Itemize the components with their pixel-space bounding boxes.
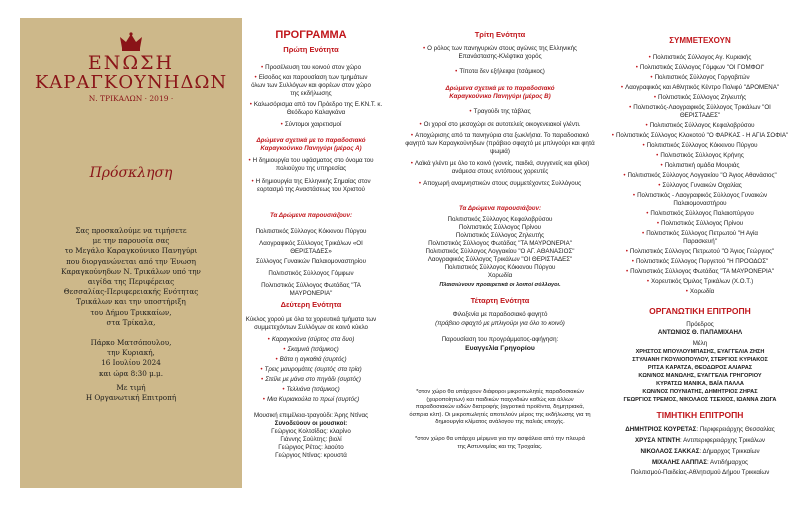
honorary-heading: ΤΙΜΗΤΙΚΗ ΕΠΙΤΡΟΠΗ xyxy=(656,410,744,420)
third-item: • Λαϊκά γλέντι με όλο το κοινό (γονείς, παιδιά, συγγενείς και φίλοι) ανάμεσα στους εντόπιους χορευτές xyxy=(404,160,596,176)
program-item: • Η δημιουργία της Ελληνικής Σημαίας στον εορτασμό της Αναστάσεως του Χριστού xyxy=(242,178,380,194)
closing-line: Με τιμή xyxy=(116,382,146,392)
cover-title-line1: ΕΝΩΣΗ xyxy=(87,52,175,74)
honorary-name: ΔΗΜΗΤΡΙΟΣ ΚΟΥΡΕΤΑΣ xyxy=(625,426,697,433)
third-item: • Αποχωρή αναμνηστικών στους συμμετέχοντες Συλλόγους xyxy=(400,180,600,188)
second-section-heading: Δεύτερη Ενότητα xyxy=(280,300,342,309)
club-line: Λαογραφικός Σύλλογος Τρικάλων "ΟΙ ΘΕΡΙΣΤΑΔΕΣ" xyxy=(427,256,573,263)
program-heading: ΠΡΟΓΡΑΜΜΑ xyxy=(275,29,347,41)
participant-item: • Πολιτιστικός Σύλλογος Γοργοβιτών xyxy=(600,74,800,82)
dances-b-heading: Δρώμενα σχετικά με το παραδοσιακό Καραγκούνικο Πανηγύρι (μέρος Β) xyxy=(445,85,555,100)
participant-item: • Πολιτιστικός Σύλλογος Κλοκοτού "Ο ΦΑΡΚΑΣ - Η ΑΓΙΑ ΣΟΦΙΑ" xyxy=(600,132,800,140)
member-line: ΣΤΥΛΙΑΝΗ ΓΚΟΥΛΙΟΠΟΥΛΟΥ, ΣΤΕΡΓΙΟΣ ΚΥΡΙΑΚΟΣ xyxy=(632,357,768,363)
presenter-name: Ευαγγελία Γρηγορίου xyxy=(465,345,535,352)
honorary-role: : Αντιπεριφερειάρχης Τρικάλων xyxy=(680,437,765,444)
participant-item: • Πολιτιστικός Σύλλογος Ζηλευτής xyxy=(600,94,800,102)
honorary-name: ΜΙΧΑΛΗΣ ΛΑΠΠΑΣ xyxy=(651,459,707,466)
honorary-row xyxy=(600,448,800,456)
second-intro: Κύκλος χορού με όλα τα χορευτικά τμήματα των συμμετεχόντων Συλλόγων σε κοινό κύκλο xyxy=(245,316,377,331)
honorary-row xyxy=(600,469,800,477)
committee-heading: ΟΡΓΑΝΩΤΙΚΗ ΕΠΙΤΡΟΠΗ xyxy=(649,306,751,316)
participant-item: • Πολιτιστικός Σύλλογος Πετρωτού "Ο Άγιος Γεώργιος" xyxy=(600,248,800,256)
club-line: Σύλλογος Γυναικών Παλαιομοναστηρίου xyxy=(255,258,367,265)
dances-a-heading: Δρώμενα σχετικά με το παραδοσιακό Καραγκούνικο Πανηγύρι (μέρος Α) xyxy=(256,137,366,152)
third-section-heading: Τρίτη Ενότητα xyxy=(474,30,526,39)
club-line: Πολιτιστικός Σύλλογος Πρίνου xyxy=(458,224,542,231)
club-line: Πολιτιστικός Σύλλογος Φωτάδας "ΤΑ ΜΑΥΡΟΝΕΡΙΑ" xyxy=(428,240,572,247)
chair-name: ΑΝΤΩΝΙΟΣ Θ. ΠΑΠΑΜΙΧΑΗΛ xyxy=(657,329,743,336)
participant-item: • Λαογραφικός και Αθλητικός Κέντρο Πολιφύ "ΔΡΟΜΕΝΑ" xyxy=(600,84,800,92)
invitation-line: Τρικάλων και την υποστήριξη xyxy=(76,297,186,307)
member-line: ΚΩΝ/ΝΟΣ ΠΟΥΝΙΑΤΗΣ, ΔΗΜΗΤΡΙΟΣ ΖΗΡΑΣ xyxy=(642,389,758,395)
participant-item: • Πολιτιστικός Σύλλογος Κόκκινου Πύργου xyxy=(600,142,800,150)
cover-card xyxy=(20,18,242,488)
program-item: • Η δημιουργία του υφάσματος στο όνομα του πολιούχου της υπηρεσίας xyxy=(246,157,376,173)
participant-item: • Πολιτιστική ομάδα Μουριάς xyxy=(600,162,800,170)
member-line: ΓΕΩΡΓΙΟΣ ΤΡΕΜΟΣ, ΝΙΚΟΛΑΟΣ ΤΣΕΧΙΟΣ, ΙΩΑΝΝΑ ΖΙΩΓΑ xyxy=(623,397,777,403)
fourth-line: Φιλοξενία με παραδοσιακό φαγητό xyxy=(452,311,548,318)
honorary-role: Πολιτισμού-Παιδείας-Αθλητισμού Δήμου Τρικκαίων xyxy=(630,469,770,476)
club-line: Πολιτιστικός Σύλλογος Κεφαλοβρύσου xyxy=(447,216,553,223)
dance-item: • Σκαμνιά (τσάμικος) xyxy=(222,346,400,354)
honorary-row xyxy=(600,459,800,467)
note-line: Πλαισιώνουν προαιρετικά οι λοιποί σύλλογοι. xyxy=(439,282,561,288)
club-line: Λαογραφικός Σύλλογος Τρικάλων «ΟΙ ΘΕΡΙΣΤΑΔΕΣ» xyxy=(259,240,363,255)
program-item: • Προσέλευση του κοινού στον χώρο xyxy=(222,64,400,72)
club-line: Πολιτιστικός Σύλλογος Κόκκινου Πύργου xyxy=(255,228,367,235)
third-item: • Οι χοροί στο μεσοχώρι σε αυτοτελείς οικογενειακοί γλέντι. xyxy=(400,121,600,129)
program-item: • Είσοδος και παρουσίαση των τμημάτων όλων των Συλλόγων και φορέων στον χώρο της εκδήλωσης xyxy=(248,74,374,98)
invitation-line: το Μεγάλο Καραγκούνικο Πανηγύρι xyxy=(64,246,198,256)
participant-item: • Πολιτιστικός Σύλλογος Λογγακίου "Ο Άγιος Αθανάσιος" xyxy=(600,172,800,180)
chair-label: Πρόεδρος xyxy=(686,321,714,328)
member-line: ΧΡΗΣΤΟΣ ΜΠΟΥΛΟΥΜΠΑΣΗΣ, ΕΥΑΓΓΕΛΙΑ ΖΗΣΗ xyxy=(635,349,765,355)
crown-icon xyxy=(20,32,242,52)
program-item: • Καλωσόρισμα από τον Πρόεδρο της Ε.ΚΝ.Τ. κ. Θεόδωρο Καλαγκάνα xyxy=(246,101,386,117)
fourth-line: (πράβειο σφαχτό με μπλιγούρι για όλο το κοινό) xyxy=(435,320,565,327)
club-line: Πολιτιστικός Σύλλογος Γόμφων xyxy=(268,270,354,277)
third-item: • Τραγούδι της τάβλας xyxy=(400,108,600,116)
closing-line: Η Οργανωτική Επιτροπή xyxy=(85,393,177,403)
club-line: Χορωδία xyxy=(487,272,513,279)
participant-item: • Πολιτιστικός-Λαογραφικός Σύλλογος Τρικάλων "ΟΙ ΘΕΡΙΣΤΑΔΕΣ" xyxy=(624,104,776,120)
program-panel xyxy=(222,0,400,509)
invitation-text xyxy=(36,226,226,403)
participant-item: • Πολιτιστικός Σύλλογος Αγ. Κυριακής xyxy=(600,54,800,62)
participants-heading: ΣΥΜΜΕΤΕΧΟΥΝ xyxy=(669,36,731,45)
footnote: *στον χώρο θα υπάρχει μέριμνα για την ασφάλεια από την πλευρά της Αστυνομίας και της Τροχαίας. xyxy=(415,436,585,450)
invitation-line: του Δήμου Τρικκαίων, xyxy=(90,307,172,317)
invitation-line: αιγίδα της Περιφέρειας xyxy=(87,277,175,287)
presented-by-heading: Τα Δρώμενα παρουσιάζουν: xyxy=(269,212,353,219)
dance-item: • Μια Κυριακούλα το πρωί (συρτός) xyxy=(222,396,400,404)
invitation-heading: Πρόσκληση xyxy=(89,165,173,181)
invitation-line: Σας προσκαλούμε να τιμήσετε xyxy=(75,226,187,235)
third-item: • Ο ρόλος των πανηγυριών στους αγώνες της Ελληνικής Επανάστασης-Κλέφτικα χορός xyxy=(414,45,586,61)
participant-item: • Πολιτιστικός Σύλλογος Πετρωτού "Η Αγία Παρασκευή" xyxy=(630,230,770,246)
music-line: Γιάννης Σούλτης: βιολί xyxy=(280,436,342,443)
honorary-name: ΝΙΚΟΛΑΟΣ ΣΑΚΚΑΣ xyxy=(640,448,700,455)
participant-item: • Χορευτικός Όμιλος Τρικάλων (Χ.Ο.Τ.) xyxy=(600,278,800,286)
invitation-line: Καραγκούνηδων Ν. Τρικάλων υπό την xyxy=(61,266,201,276)
honorary-role: : Περιφερειάρχης Θεσσαλίας xyxy=(696,426,775,433)
club-line: Πολιτιστικός Σύλλογος Κόκκινου Πύργου xyxy=(444,264,556,271)
first-section-heading: Πρώτη Ενότητα xyxy=(283,45,339,54)
participants-panel xyxy=(600,0,800,509)
member-line: ΚΩΝ/ΝΟΣ ΜΑΝΩΛΗΣ, ΕΥΑΓΓΕΛΙΑ ΓΡΗΓΟΡΙΟΥ xyxy=(638,373,762,379)
participant-item: • Πολιτιστικός Σύλλογος Κεφαλοβρύσου xyxy=(600,122,800,130)
footnote: *στον χώρο θα υπάρχουν διάφοροι μικροπωλητές παραδοσιακών (χειροποίητων) και παιδικών παιχνιδιών καθώς και άλλων παραδοσιακών ειδών διατροφής (αγροτικά προϊόντα, δημητριακά, όσπρια κλπ). Οι μικροπωλητές αποτελούν μέρος της εκδήλωσης για τη δημιουργία κλίματος ανάλογου της παλιάς εποχής. xyxy=(409,389,591,426)
participant-item: • Πολιτιστικός Σύλλογος Πρίνου xyxy=(600,220,800,228)
participant-item: • Πολιτιστικός - Λαογραφικός Σύλλογος Γυναικών Παλαιομοναστήρου xyxy=(624,192,776,208)
honorary-row xyxy=(600,426,800,434)
music-line: Γεώργιος Ρέτος: λαούτο xyxy=(278,444,344,451)
member-line: ΡΙΤΣΑ ΚΑΡΑΤΖΑ, ΘΕΟΔΩΡΟΣ ΑΛΙΑΡΑΣ xyxy=(647,365,753,371)
participant-item: • Πολιτιστικός Σύλλογος Πυργετού "Η ΠΡΟΟΔΟΣ" xyxy=(600,258,800,266)
third-panel xyxy=(400,0,600,509)
honorary-role: : Αντιδήμαρχος xyxy=(706,459,749,466)
participant-item: • Πολιτιστικός Σύλλογος Φωτάδας "ΤΑ ΜΑΥΡΟΝΕΡΙΑ" xyxy=(600,268,800,276)
participant-item: • Πολιτιστικός Σύλλογος Γόμφων "ΟΙ ΓΟΜΦΟΙ" xyxy=(600,64,800,72)
music-line: Γεώργιος Ντίνας: κρουστά xyxy=(275,452,347,459)
third-item: • Τίποτα δεν εξήλειψα (τσάμικος) xyxy=(400,68,600,76)
honorary-role: : Δήμαρχος Τρικκαίων xyxy=(699,448,760,455)
music-line: Συνοδεύουν οι μουσικοί: xyxy=(274,420,348,427)
fourth-section-heading: Τέταρτη Ενότητα xyxy=(470,296,530,305)
dance-item: • Τρεις μαυρομάτες (συρτός στα τρία) xyxy=(222,366,400,374)
participant-item: • Πολιτιστικός Σύλλογος Παλαιοπύργου xyxy=(600,210,800,218)
participant-item: • Πολιτιστικός Σύλλογος Κρήνης xyxy=(600,152,800,160)
invitation-line: που διοργανώνεται από την Ένωση xyxy=(66,256,196,266)
members-label: Μέλη xyxy=(692,340,708,347)
invitation-line: με την παρουσία σας xyxy=(92,236,170,246)
club-line: Πολιτιστικός Σύλλογος Λογγακίου "Ο ΑΓ. ΑΘΑΝΑΣΙΟΣ" xyxy=(425,248,575,255)
music-line: Μουσική επιμέλεια-τραγούδι: Άρης Ντίνας xyxy=(253,412,369,419)
participant-item: • Σύλλογος Γυναικών Οιχαλίας xyxy=(600,182,800,190)
cover-title-line2: ΚΑΡΑΓΚΟΥΝΗΔΩΝ xyxy=(34,72,228,93)
dance-item: • Στείλε με μάνα στο πηγάδι (συρτός) xyxy=(222,376,400,384)
dance-item: • Βάτα η αγκαθιά (συρτός) xyxy=(222,356,400,364)
program-item: • Σύντομοι χαιρετισμοί xyxy=(222,121,400,129)
dance-item: • Καραγκούνα (σύρτος στα δυο) xyxy=(222,336,400,344)
member-line: ΚΥΡΑΤΣΩ ΜΑΝΙΚΑ, ΒΑΪΑ ΠΑΛΛΑ xyxy=(656,381,744,387)
participant-item: • Χορωδία xyxy=(600,288,800,296)
presented-by-heading-2: Τα Δρώμενα παρουσιάζουν: xyxy=(458,205,542,212)
cover-title-line3: Ν. ΤΡΙΚΑΛΩΝ · 2019 · xyxy=(88,94,174,103)
invitation-line: στα Τρίκαλα, xyxy=(106,317,156,327)
club-line: Πολιτιστικός Σύλλογος Φωτάδας "ΤΑ ΜΑΥΡΟΝΕΡΙΑ" xyxy=(261,282,361,297)
music-line: Γεώργιος Κολτσίδας: κλαρίνο xyxy=(271,428,351,435)
place-line: Πάρκο Ματσόπουλου, xyxy=(90,338,172,348)
place-line: και ώρα 8:30 μ.μ. xyxy=(98,368,163,378)
third-item: • Αποχώρισης από τα πανηγύρια στα ξωκλήσια. Το παραδοσιακό φαγητό των Καραγκούνηδων (πράβειο σφαχτό με μπλιγούρι και φητά ψωμιά) xyxy=(404,132,596,156)
place-line: 16 Ιουλίου 2024 xyxy=(101,358,161,368)
invitation-line: Θεσσαλίας-Περιφερειακής Ενότητας xyxy=(63,287,199,297)
honorary-name: ΧΡΥΣΑ ΝΤΙΝΤΗ xyxy=(635,437,680,444)
honorary-row xyxy=(600,437,800,445)
place-line: την Κυριακή, xyxy=(107,348,155,358)
dance-item: • Τελλιάνα (τσάμικος) xyxy=(222,386,400,394)
presenter-label: Παρουσίαση του προγράμματος-αφήγηση: xyxy=(441,336,559,343)
club-line: Πολιτιστικός Σύλλογος Ζηλευτής xyxy=(455,232,545,239)
cover-title xyxy=(20,52,242,103)
